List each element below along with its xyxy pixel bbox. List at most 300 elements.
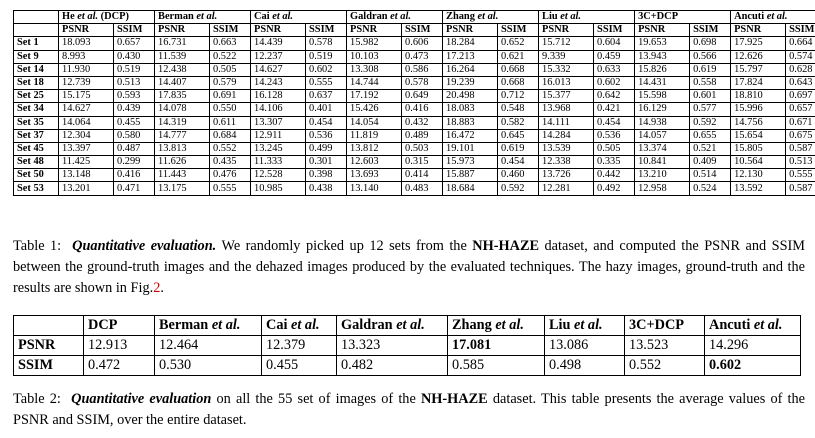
value-cell: 0.619 [690,63,731,76]
value-cell: 14.744 [347,76,402,89]
value-cell: 0.655 [690,129,731,142]
method-header-row [14,11,815,24]
value-cell: 0.574 [786,50,815,63]
value-cell: 0.582 [498,116,539,129]
method-name: Galdran [350,11,388,23]
value-cell: 0.586 [402,63,443,76]
value-cell: 0.398 [306,169,347,182]
value-cell: 0.505 [210,63,251,76]
method-name: 3C+DCP [638,11,679,23]
value-cell: 12.304 [59,129,114,142]
et-al: et al. [208,317,241,333]
value-cell: 13.374 [635,142,690,155]
method-header [731,11,815,24]
corner-cell [14,11,59,24]
value-cell: 0.301 [306,156,347,169]
method-name: Galdran [341,317,393,333]
method-name: Cai [266,317,288,333]
metric-header: SSIM [306,24,347,37]
method-name: Liu [549,317,571,333]
value-cell: 0.455 [262,356,337,376]
et-al: et al. [491,317,524,333]
value-cell: 11.539 [155,50,210,63]
value-cell: 0.548 [498,103,539,116]
value-cell: 12.438 [155,63,210,76]
caption-text: dataset. This table presents the average values of the PSNR and SSIM, over the entire dataset. [13,391,805,428]
value-cell: 0.657 [114,37,155,50]
table-row [14,103,815,116]
value-cell: 14.284 [539,129,594,142]
value-cell: 0.628 [786,63,815,76]
table-row [14,90,815,103]
value-cell: 12.528 [251,169,306,182]
value-cell: 0.335 [594,156,635,169]
value-cell: 12.913 [84,336,155,356]
value-cell: 0.521 [690,142,731,155]
value-cell: 0.619 [498,142,539,155]
method-header [635,11,731,24]
value-cell: 0.432 [402,116,443,129]
value-cell: 14.407 [155,76,210,89]
value-cell: 14.777 [155,129,210,142]
caption-text: on all the 55 set of images of the [211,391,421,407]
value-cell: 15.973 [443,156,498,169]
value-cell: 14.756 [731,116,786,129]
value-cell: 19.101 [443,142,498,155]
method-header [545,316,625,336]
value-cell: 0.299 [114,156,155,169]
value-cell: 0.473 [402,50,443,63]
method-name: Liu [542,11,558,23]
table-row [14,182,815,195]
value-cell: 13.245 [251,142,306,155]
value-cell: 12.958 [635,182,690,195]
value-cell: 0.555 [786,169,815,182]
value-cell: 0.649 [402,90,443,103]
value-cell: 0.552 [210,142,251,155]
metric-header-row [14,24,815,37]
method-header [443,11,539,24]
value-cell: 13.726 [539,169,594,182]
et-al: et al. [764,11,788,23]
value-cell: 15.175 [59,90,114,103]
value-cell: 17.192 [347,90,402,103]
value-cell: 0.621 [498,50,539,63]
value-cell: 0.585 [448,356,545,376]
value-cell: 0.472 [84,356,155,376]
value-cell: 12.603 [347,156,402,169]
et-al: et al. [287,317,320,333]
value-cell: 13.201 [59,182,114,195]
method-name: Ancuti [709,317,751,333]
table2-caption [13,389,805,431]
value-cell: 15.826 [635,63,690,76]
value-cell: 13.523 [625,336,705,356]
method-name: Berman [159,317,209,333]
value-cell: 0.684 [210,129,251,142]
value-cell: 12.130 [731,169,786,182]
et-al: et al. [269,11,293,23]
table-row [14,169,815,182]
value-cell: 0.514 [690,169,731,182]
value-cell: 0.454 [498,156,539,169]
metric-header: PSNR [731,24,786,37]
value-cell: 0.513 [786,156,815,169]
value-cell: 15.654 [731,129,786,142]
value-cell: 0.593 [114,90,155,103]
et-al: et al. [474,11,499,23]
value-cell: 12.281 [539,182,594,195]
value-cell: 12.464 [155,336,262,356]
value-cell: 12.237 [251,50,306,63]
set-label: Set 35 [14,116,59,129]
value-cell: 0.602 [705,356,801,376]
value-cell: 0.712 [498,90,539,103]
set-label: Set 48 [14,156,59,169]
metric-header: PSNR [347,24,402,37]
value-cell: 0.522 [210,50,251,63]
caption-label: Table 1: [13,238,62,254]
caption-label: Table 2: [13,391,61,407]
value-cell: 14.057 [635,129,690,142]
metric-header: PSNR [539,24,594,37]
value-cell: 0.499 [306,142,347,155]
method-name: Berman [158,11,194,23]
caption-text: . [160,280,164,296]
value-cell: 0.430 [114,50,155,63]
value-cell: 18.284 [443,37,498,50]
value-cell: 0.668 [498,76,539,89]
value-cell: 0.668 [498,63,539,76]
value-cell: 0.601 [690,90,731,103]
table-row [14,76,815,89]
set-label: Set 1 [14,37,59,50]
average-results-table [13,315,801,376]
per-set-results-table [13,10,815,196]
value-cell: 15.598 [635,90,690,103]
value-cell: 14.319 [155,116,210,129]
value-cell: 0.663 [210,37,251,50]
value-cell: 20.498 [443,90,498,103]
value-cell: 0.602 [306,63,347,76]
value-cell: 13.308 [347,63,402,76]
set-label: Set 50 [14,169,59,182]
value-cell: 11.930 [59,63,114,76]
value-cell: 0.409 [690,156,731,169]
et-al: et al. [392,317,425,333]
value-cell: 17.081 [448,336,545,356]
value-cell: 0.315 [402,156,443,169]
value-cell: 0.438 [306,182,347,195]
value-cell: 0.657 [786,103,815,116]
metric-header: SSIM [690,24,731,37]
value-cell: 0.566 [690,50,731,63]
value-cell: 14.431 [635,76,690,89]
value-cell: 16.129 [635,103,690,116]
value-cell: 0.606 [402,37,443,50]
value-cell: 0.439 [114,103,155,116]
method-header [251,11,347,24]
value-cell: 11.425 [59,156,114,169]
et-al: et al. [387,11,411,23]
value-cell: 0.697 [786,90,815,103]
value-cell: 0.483 [402,182,443,195]
value-cell: 0.691 [210,90,251,103]
metric-header: PSNR [155,24,210,37]
value-cell: 0.558 [690,76,731,89]
method-header [155,11,251,24]
value-cell: 0.536 [594,129,635,142]
value-cell: 0.471 [114,182,155,195]
corner-cell [14,316,84,336]
metric-label: PSNR [14,336,84,356]
value-cell: 13.323 [337,336,448,356]
caption-title: Quantitative evaluation [71,391,212,407]
set-label: Set 45 [14,142,59,155]
value-cell: 0.416 [114,169,155,182]
value-cell: 0.633 [594,63,635,76]
value-cell: 19.653 [635,37,690,50]
et-al: et al. [557,11,582,23]
value-cell: 10.564 [731,156,786,169]
value-cell: 13.943 [635,50,690,63]
metric-header: PSNR [443,24,498,37]
value-cell: 16.472 [443,129,498,142]
value-cell: 0.482 [337,356,448,376]
value-cell: 13.693 [347,169,402,182]
value-cell: 14.439 [251,37,306,50]
value-cell: 16.128 [251,90,306,103]
method-name: He [62,11,75,23]
value-cell: 0.524 [690,182,731,195]
table-row [14,356,801,376]
method-header [448,316,545,336]
value-cell: 0.489 [402,129,443,142]
value-cell: 17.213 [443,50,498,63]
metric-header: PSNR [59,24,114,37]
table-row [14,142,815,155]
metric-header: SSIM [498,24,539,37]
table-row [14,156,815,169]
value-cell: 8.993 [59,50,114,63]
value-cell: 15.887 [443,169,498,182]
value-cell: 11.819 [347,129,402,142]
corner-cell [14,24,59,37]
value-cell: 0.555 [306,76,347,89]
value-cell: 0.550 [210,103,251,116]
value-cell: 13.175 [155,182,210,195]
value-cell: 0.476 [210,169,251,182]
set-label: Set 37 [14,129,59,142]
value-cell: 10.103 [347,50,402,63]
et-al: et al. [193,11,218,23]
value-cell: 13.812 [347,142,402,155]
value-cell: 13.539 [539,142,594,155]
value-cell: 0.401 [306,103,347,116]
metric-header: PSNR [251,24,306,37]
value-cell: 0.579 [210,76,251,89]
value-cell: 13.148 [59,169,114,182]
value-cell: 16.264 [443,63,498,76]
method-name: Zhang [452,317,492,333]
table-row [14,116,815,129]
value-cell: 0.505 [594,142,635,155]
value-cell: 15.712 [539,37,594,50]
value-cell: 0.498 [545,356,625,376]
method-header [155,316,262,336]
value-cell: 0.555 [210,182,251,195]
value-cell: 14.296 [705,336,801,356]
value-cell: 11.443 [155,169,210,182]
value-cell: 0.578 [402,76,443,89]
value-cell: 0.611 [210,116,251,129]
value-cell: 13.307 [251,116,306,129]
value-cell: 0.592 [690,116,731,129]
caption-title: Quantitative evaluation. [72,238,217,254]
metric-header: PSNR [635,24,690,37]
method-header [59,11,155,24]
method-header [347,11,443,24]
value-cell: 18.684 [443,182,498,195]
value-cell: 13.813 [155,142,210,155]
set-label: Set 14 [14,63,59,76]
method-name: 3C+DCP [629,317,685,333]
value-cell: 0.642 [594,90,635,103]
value-cell: 0.587 [786,182,815,195]
set-label: Set 53 [14,182,59,195]
value-cell: 0.671 [786,116,815,129]
method-header [625,316,705,336]
value-cell: 15.332 [539,63,594,76]
caption-text: dataset, and computed the PSNR and SSIM between the ground-truth images and the dehazed images produced by the evaluated techniques. The hazy images, ground-truth and the results are shown in Fig. [13,238,805,296]
value-cell: 0.421 [594,103,635,116]
value-cell: 15.805 [731,142,786,155]
table-row [14,63,815,76]
value-cell: 18.810 [731,90,786,103]
et-al: et al. [74,11,99,23]
et-al: et al. [750,317,783,333]
value-cell: 0.552 [625,356,705,376]
value-cell: 0.580 [114,129,155,142]
value-cell: 18.083 [443,103,498,116]
value-cell: 0.455 [114,116,155,129]
value-cell: 0.513 [114,76,155,89]
method-header [705,316,801,336]
value-cell: 0.578 [306,37,347,50]
value-cell: 15.996 [731,103,786,116]
value-cell: 16.731 [155,37,210,50]
value-cell: 15.797 [731,63,786,76]
value-cell: 18.883 [443,116,498,129]
value-cell: 11.626 [155,156,210,169]
value-cell: 0.492 [594,182,635,195]
value-cell: 17.925 [731,37,786,50]
caption-text: We randomly picked up 12 sets from the [216,238,473,254]
value-cell: 12.739 [59,76,114,89]
metric-header: SSIM [594,24,635,37]
method-header-row [14,316,801,336]
table-row [14,129,815,142]
table-row [14,336,801,356]
value-cell: 15.426 [347,103,402,116]
value-cell: 0.577 [690,103,731,116]
value-cell: 0.460 [498,169,539,182]
value-cell: 18.093 [59,37,114,50]
value-cell: 13.968 [539,103,594,116]
value-cell: 0.637 [306,90,347,103]
method-header [337,316,448,336]
table-row [14,50,815,63]
value-cell: 0.519 [306,50,347,63]
value-cell: 0.454 [306,116,347,129]
value-cell: 14.243 [251,76,306,89]
set-label: Set 9 [14,50,59,63]
value-cell: 14.938 [635,116,690,129]
method-name: Ancuti [734,11,765,23]
value-cell: 0.530 [155,356,262,376]
value-cell: 0.435 [210,156,251,169]
set-label: Set 34 [14,103,59,116]
value-cell: 9.339 [539,50,594,63]
value-cell: 0.536 [306,129,347,142]
method-header [84,316,155,336]
value-cell: 0.487 [114,142,155,155]
dataset-name: NH-HAZE [472,238,540,254]
value-cell: 16.013 [539,76,594,89]
method-name: DCP [88,317,118,333]
value-cell: 11.333 [251,156,306,169]
value-cell: 19.239 [443,76,498,89]
value-cell: 0.454 [594,116,635,129]
value-cell: 14.627 [59,103,114,116]
value-cell: 12.379 [262,336,337,356]
set-label: Set 18 [14,76,59,89]
value-cell: 0.652 [498,37,539,50]
value-cell: 14.064 [59,116,114,129]
method-suffix: (DCP) [98,11,129,23]
method-name: Cai [254,11,270,23]
value-cell: 10.841 [635,156,690,169]
value-cell: 0.416 [402,103,443,116]
method-header [262,316,337,336]
et-al: et al. [570,317,603,333]
value-cell: 17.824 [731,76,786,89]
value-cell: 0.602 [594,76,635,89]
value-cell: 0.414 [402,169,443,182]
value-cell: 13.140 [347,182,402,195]
metric-header: SSIM [210,24,251,37]
value-cell: 10.985 [251,182,306,195]
value-cell: 0.698 [690,37,731,50]
table-row [14,37,815,50]
value-cell: 0.519 [114,63,155,76]
value-cell: 0.675 [786,129,815,142]
table1-caption [13,236,805,299]
value-cell: 13.210 [635,169,690,182]
value-cell: 0.503 [402,142,443,155]
value-cell: 12.626 [731,50,786,63]
metric-header: SSIM [114,24,155,37]
value-cell: 13.592 [731,182,786,195]
value-cell: 15.982 [347,37,402,50]
value-cell: 0.604 [594,37,635,50]
set-label: Set 25 [14,90,59,103]
value-cell: 0.664 [786,37,815,50]
figure-link[interactable]: 2 [153,280,161,296]
dataset-name: NH-HAZE [420,391,488,407]
value-cell: 0.592 [498,182,539,195]
value-cell: 0.645 [498,129,539,142]
